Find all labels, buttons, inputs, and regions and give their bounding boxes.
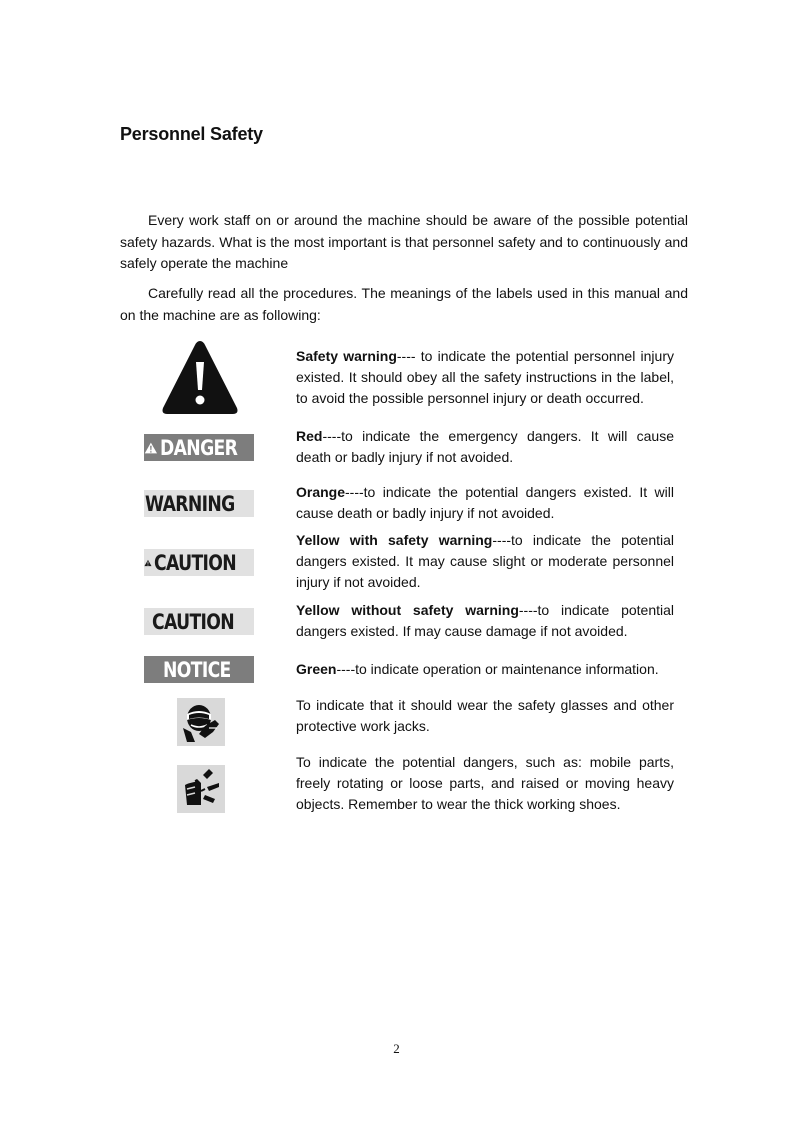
danger-label: DANGER [144, 434, 254, 461]
item-caution-plain-desc: Yellow without safety warning----to indicate potential dangers existed. If may cause damage if not avoided. [296, 602, 675, 639]
crush-hazard-icon [177, 765, 225, 813]
item-protective-gear-desc: To indicate that it should wear the safety glasses and other protective work jacks. [296, 697, 674, 734]
notice-label: NOTICE [144, 656, 254, 683]
item-danger-desc: Red----to indicate the emergency dangers. It will cause death or badly injury if not avoided. [296, 428, 674, 465]
item-crush-hazard-desc: To indicate the potential dangers, such as: mobile parts, freely rotating or loose parts, and raised or moving heavy objects. Remember to wear the thick working shoes. [296, 754, 674, 812]
page-title: Personnel Safety [120, 124, 263, 144]
safety-glasses-gloves-icon [177, 698, 225, 746]
item-warning-desc: Orange----to indicate the potential dangers existed. It will cause death or badly injury if not avoided. [296, 484, 674, 521]
item-notice-desc: Green----to indicate operation or maintenance information. [296, 661, 659, 677]
caution-plain-label: CAUTION [144, 608, 254, 635]
warning-label: WARNING [144, 490, 254, 517]
page-number: 2 [393, 1041, 400, 1056]
item-safety-warning-desc: Safety warning---- to indicate the potential personnel injury existed. It should obey all the safety instructions in the label, to avoid the possible personnel injury or death occurred. [296, 348, 674, 406]
warning-triangle-icon [160, 338, 240, 416]
caution-label: CAUTION [144, 549, 254, 576]
intro-paragraph-2: Carefully read all the procedures. The meanings of the labels used in this manual and on the machine are as following: [120, 285, 688, 323]
intro-paragraph-1: Every work staff on or around the machine should be aware of the possible potential safety hazards. What is the most important is that personnel safety and to continuously and safely operate the machine [120, 212, 688, 271]
item-caution-desc: Yellow with safety warning----to indicate the potential dangers existed. It may cause slight or moderate personnel injury if not avoided. [296, 532, 675, 590]
